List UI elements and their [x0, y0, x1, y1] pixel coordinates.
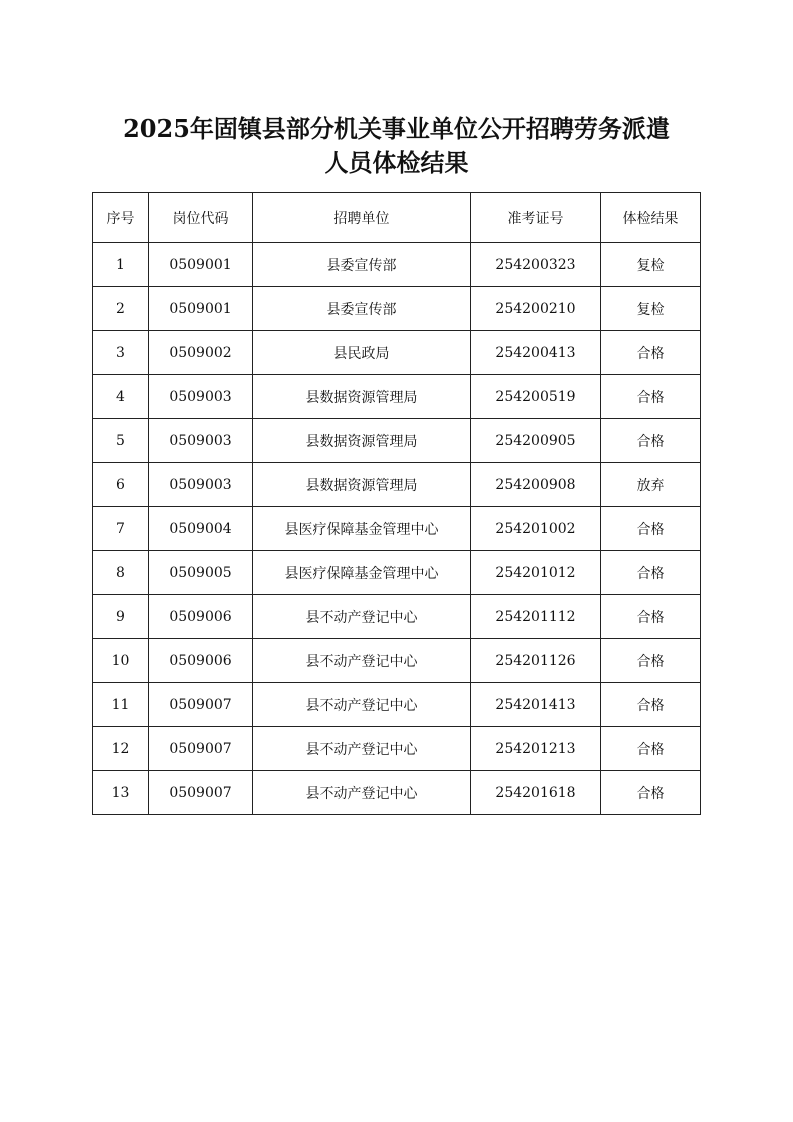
cell-exam-result: 合格 — [601, 683, 701, 727]
page-title-line-2: 人员体检结果 — [324, 148, 469, 177]
cell-exam-result: 放弃 — [601, 463, 701, 507]
cell-exam-result: 合格 — [601, 639, 701, 683]
table-row — [93, 463, 701, 507]
header-position-code: 岗位代码 — [149, 193, 253, 243]
header-recruiting-unit: 招聘单位 — [253, 193, 471, 243]
cell-exam-result: 复检 — [601, 287, 701, 331]
cell-position-code: 0509002 — [149, 331, 253, 375]
cell-ticket-number: 254201413 — [471, 683, 601, 727]
results-table — [92, 192, 701, 815]
cell-ticket-number: 254200908 — [471, 463, 601, 507]
cell-exam-result: 合格 — [601, 419, 701, 463]
page-title-line-1: 2025年固镇县部分机关事业单位公开招聘劳务派遣 — [123, 114, 670, 143]
cell-ticket-number: 254200905 — [471, 419, 601, 463]
cell-recruiting-unit: 县委宣传部 — [253, 243, 471, 287]
table-row — [93, 331, 701, 375]
cell-position-code: 0509007 — [149, 683, 253, 727]
table-row — [93, 771, 701, 815]
cell-serial-no: 4 — [93, 375, 149, 419]
cell-serial-no: 12 — [93, 727, 149, 771]
cell-recruiting-unit: 县委宣传部 — [253, 287, 471, 331]
cell-exam-result: 合格 — [601, 727, 701, 771]
cell-exam-result: 复检 — [601, 243, 701, 287]
cell-position-code: 0509004 — [149, 507, 253, 551]
cell-ticket-number: 254201112 — [471, 595, 601, 639]
cell-recruiting-unit: 县不动产登记中心 — [253, 595, 471, 639]
cell-position-code: 0509003 — [149, 463, 253, 507]
table-row — [93, 639, 701, 683]
cell-serial-no: 10 — [93, 639, 149, 683]
cell-serial-no: 8 — [93, 551, 149, 595]
cell-exam-result: 合格 — [601, 551, 701, 595]
cell-ticket-number: 254201213 — [471, 727, 601, 771]
cell-position-code: 0509003 — [149, 375, 253, 419]
page-title — [60, 112, 733, 180]
cell-position-code: 0509001 — [149, 243, 253, 287]
cell-recruiting-unit: 县不动产登记中心 — [253, 771, 471, 815]
cell-ticket-number: 254200323 — [471, 243, 601, 287]
table-row — [93, 375, 701, 419]
cell-serial-no: 6 — [93, 463, 149, 507]
cell-ticket-number: 254201002 — [471, 507, 601, 551]
cell-ticket-number: 254201012 — [471, 551, 601, 595]
table-row — [93, 507, 701, 551]
cell-serial-no: 3 — [93, 331, 149, 375]
cell-recruiting-unit: 县数据资源管理局 — [253, 375, 471, 419]
cell-position-code: 0509001 — [149, 287, 253, 331]
table-row — [93, 287, 701, 331]
cell-recruiting-unit: 县不动产登记中心 — [253, 683, 471, 727]
cell-position-code: 0509005 — [149, 551, 253, 595]
cell-position-code: 0509006 — [149, 595, 253, 639]
cell-position-code: 0509007 — [149, 727, 253, 771]
cell-recruiting-unit: 县民政局 — [253, 331, 471, 375]
table-row — [93, 727, 701, 771]
cell-serial-no: 5 — [93, 419, 149, 463]
cell-exam-result: 合格 — [601, 375, 701, 419]
cell-position-code: 0509003 — [149, 419, 253, 463]
table-row — [93, 595, 701, 639]
header-ticket-number: 准考证号 — [471, 193, 601, 243]
table-row — [93, 551, 701, 595]
cell-serial-no: 1 — [93, 243, 149, 287]
cell-exam-result: 合格 — [601, 507, 701, 551]
cell-serial-no: 11 — [93, 683, 149, 727]
cell-ticket-number: 254200519 — [471, 375, 601, 419]
cell-ticket-number: 254200413 — [471, 331, 601, 375]
cell-serial-no: 2 — [93, 287, 149, 331]
cell-exam-result: 合格 — [601, 331, 701, 375]
cell-recruiting-unit: 县医疗保障基金管理中心 — [253, 507, 471, 551]
table-row — [93, 683, 701, 727]
cell-ticket-number: 254200210 — [471, 287, 601, 331]
cell-recruiting-unit: 县不动产登记中心 — [253, 727, 471, 771]
cell-serial-no: 9 — [93, 595, 149, 639]
cell-position-code: 0509006 — [149, 639, 253, 683]
cell-position-code: 0509007 — [149, 771, 253, 815]
header-exam-result: 体检结果 — [601, 193, 701, 243]
cell-exam-result: 合格 — [601, 771, 701, 815]
header-serial-no: 序号 — [93, 193, 149, 243]
cell-serial-no: 13 — [93, 771, 149, 815]
cell-recruiting-unit: 县数据资源管理局 — [253, 463, 471, 507]
cell-exam-result: 合格 — [601, 595, 701, 639]
table-header-row — [93, 193, 701, 243]
cell-serial-no: 7 — [93, 507, 149, 551]
cell-recruiting-unit: 县医疗保障基金管理中心 — [253, 551, 471, 595]
table-row — [93, 243, 701, 287]
cell-recruiting-unit: 县数据资源管理局 — [253, 419, 471, 463]
cell-ticket-number: 254201618 — [471, 771, 601, 815]
cell-recruiting-unit: 县不动产登记中心 — [253, 639, 471, 683]
table-row — [93, 419, 701, 463]
cell-ticket-number: 254201126 — [471, 639, 601, 683]
